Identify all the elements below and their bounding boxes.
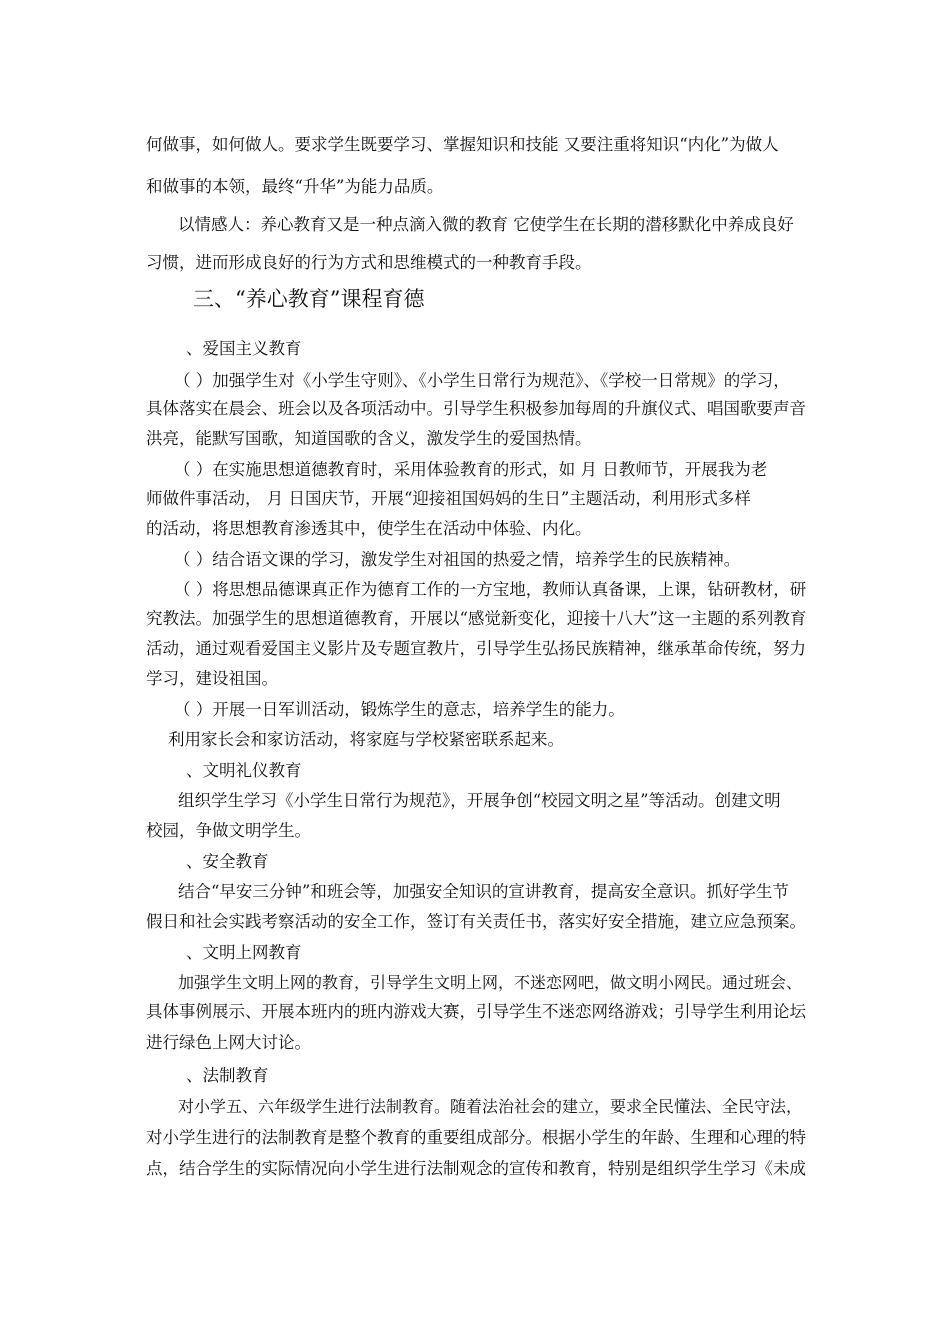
body-text-line: 加强学生文明上网的教育，引导学生文明上网，不迷恋网吧，做文明小网民。通过班会、: [178, 973, 803, 992]
body-text-line: 习惯，进而形成良好的行为方式和思维模式的一种教育手段。: [146, 253, 592, 272]
body-text-line: 和做事的本领，最终“升华”为能力品质。: [146, 177, 444, 196]
section-heading: 三、“养心教育”课程育德: [193, 287, 425, 311]
subsection-heading: 、安全教育: [186, 852, 269, 871]
subsection-heading: 、文明礼仪教育: [186, 761, 302, 780]
subsection-heading: 、爱国主义教育: [186, 339, 302, 358]
subsection-heading: 、法制教育: [186, 1066, 269, 1085]
body-text-line: 进行绿色上网大讨论。: [146, 1033, 311, 1052]
body-text-line: 具体落实在晨会、班会以及各项活动中。引导学生积极参加每周的升旗仪式、唱国歌要声音: [146, 399, 806, 418]
body-text-line: （ ）在实施思想道德教育时，采用体验教育的形式，如 月 日教师节，开展我为老: [174, 460, 768, 479]
body-text-line: 结合“早安三分钟”和班会等，加强安全知识的宣讲教育，提高安全意识。抓好学生节: [178, 882, 789, 901]
body-text-line: 师做件事活动， 月 日国庆节，开展“迎接祖国妈妈的生日”主题活动，利用形式多样: [146, 489, 751, 508]
body-text-line: 校园，争做文明学生。: [146, 821, 311, 840]
body-text-line: （ ）加强学生对《小学生守则》、《小学生日常行为规范》、《学校一日常规》的学习，: [174, 371, 790, 390]
body-text-line: 何做事，如何做人。要求学生既要学习、掌握知识和技能 又要注重将知识“内化”为做人: [146, 135, 779, 154]
body-text-line: 具体事例展示、开展本班内的班内游戏大赛，引导学生不迷恋网络游戏；引导学生利用论坛: [146, 1002, 806, 1021]
body-text-line: 学习，建设祖国。: [146, 669, 278, 688]
body-text-line: 对小学五、六年级学生进行法制教育。随着法治社会的建立，要求全民懂法、全民守法，: [178, 1097, 803, 1116]
body-text-line: 的活动，将思想教育渗透其中，使学生在活动中体验、内化。: [146, 519, 592, 538]
body-text-line: 组织学生学习《小学生日常行为规范》，开展争创“校园文明之星”等活动。创建文明: [178, 791, 781, 810]
body-text-line: 利用家长会和家访活动，将家庭与学校紧密联系起来。: [168, 730, 564, 749]
body-text-line: 点，结合学生的实际情况向小学生进行法制观念的宣传和教育，特别是组织学生学习《未成: [146, 1159, 806, 1178]
body-text-line: 究教法。加强学生的思想道德教育，开展以“感觉新变化，迎接十八大”这一主题的系列教育: [146, 609, 807, 628]
body-text-line: 活动，通过观看爱国主义影片及专题宣教片，引导学生弘扬民族精神，继承革命传统，努力: [146, 639, 806, 658]
body-text-line: （ ）开展一日军训活动，锻炼学生的意志，培养学生的能力。: [174, 700, 625, 719]
body-text-line: 假日和社会实践考察活动的安全工作，签订有关责任书，落实好安全措施，建立应急预案。: [146, 912, 806, 931]
body-text-line: （ ）结合语文课的学习，激发学生对祖国的热爱之情，培养学生的民族精神。: [174, 550, 741, 569]
body-text-line: 以情感人：养心教育又是一种点滴入微的教育 它使学生在长期的潜移默化中养成良好: [178, 215, 794, 234]
body-text-line: （ ）将思想品德课真正作为德育工作的一方宝地，教师认真备课，上课，钻研教材，研: [174, 580, 807, 599]
body-text-line: 洪亮，能默写国歌，知道国歌的含义，激发学生的爱国热情。: [146, 429, 592, 448]
body-text-line: 对小学生进行的法制教育是整个教育的重要组成部分。根据小学生的年龄、生理和心理的特: [146, 1128, 806, 1147]
subsection-heading: 、文明上网教育: [186, 943, 302, 962]
